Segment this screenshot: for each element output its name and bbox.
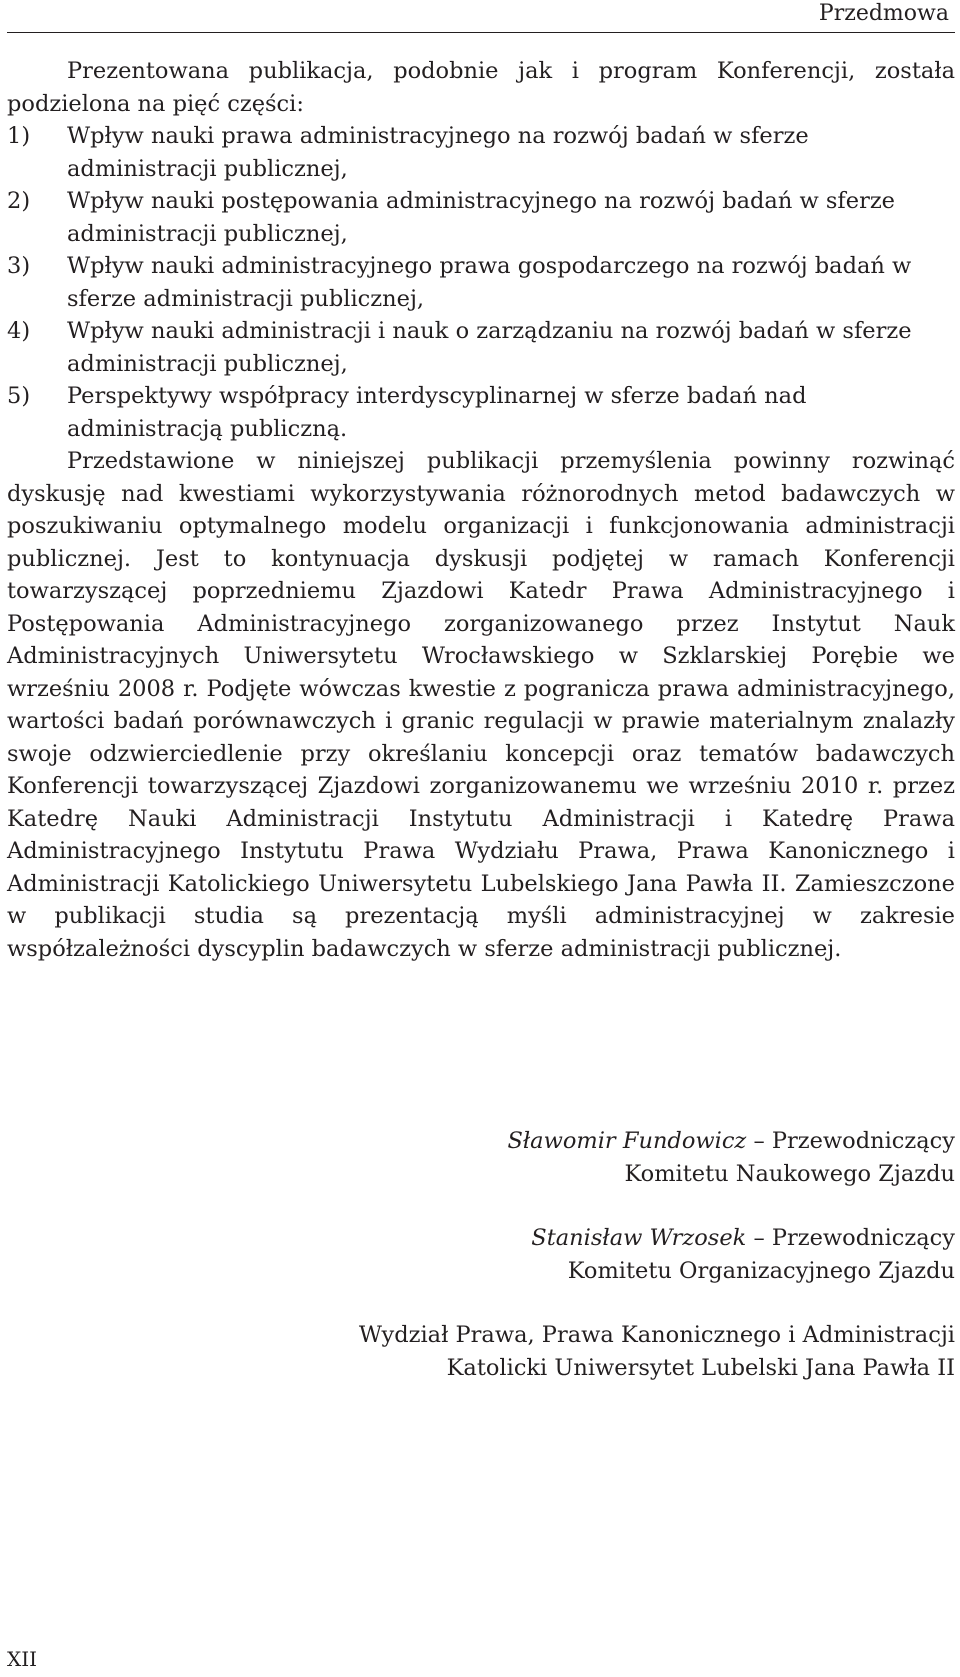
institution-block bbox=[7, 1319, 955, 1384]
page-number: XII bbox=[7, 1647, 38, 1671]
list-item-number: 4) bbox=[7, 318, 31, 344]
list-item-text: Wpływ nauki prawa administracyjnego na rozwój badań w sferze administracji publicznej, bbox=[67, 123, 809, 182]
list-item-text: Wpływ nauki administracyjnego prawa gospodarczego na rozwój badań w sferze administracji publicznej, bbox=[67, 253, 912, 312]
institution-line: Wydział Prawa, Prawa Kanonicznego i Administracji bbox=[358, 1322, 955, 1348]
list-item-number: 5) bbox=[7, 383, 31, 409]
running-header bbox=[7, 0, 955, 33]
list-item-number: 3) bbox=[7, 253, 31, 279]
document-page bbox=[7, 0, 955, 1677]
main-paragraph: Przedstawione w niniejszej publikacji przemyślenia powinny rozwinąć dyskusję nad kwestiami wykorzystywania różnorodnych metod badawczych w poszukiwaniu optymalnego modelu organizacji i funkcjonowania administracji publicznej. Jest to kontynuacja dyskusji podjętej w ramach Konferencji towarzyszącej poprzedniemu Zjazdowi Katedr Prawa Administracyjnego i Postępowania Administracyjnego zorganizowanego przez Instytut Nauk Administracyjnych Uniwersytetu Wrocławskiego w Szklarskiej Porębie we wrześniu 2008 r. Podjęte wówczas kwestie z pogranicza prawa administracyjnego, wartości badań porównawczych i granic regulacji w prawie materialnym znalazły swoje odzwierciedlenie przy określaniu koncepcji oraz tematów badawczych Konferencji towarzyszącej Zjazdowi zorganizowanemu we wrześniu 2010 r. przez Katedrę Nauki Administracji Instytutu Administracji i Katedrę Prawa Administracyjnego Instytutu Prawa Wydziału Prawa, Prawa Kanonicznego i Administracji Katolickiego Uniwersytetu Lubelskiego Jana Pawła II. Zamieszczone w publikacji studia są prezentacją myśli administracyjnej w zakresie współzależności dyscyplin badawczych w sferze administracji publicznej. bbox=[7, 448, 955, 962]
list-item-text: Wpływ nauki administracji i nauk o zarządzaniu na rozwój badań w sferze administracji publicznej, bbox=[67, 318, 912, 377]
list-item bbox=[7, 250, 955, 315]
signature-block bbox=[7, 1222, 955, 1287]
signatory-role: – Przewodniczący bbox=[746, 1225, 955, 1251]
list-item bbox=[7, 120, 955, 185]
signature-block bbox=[7, 1125, 955, 1190]
signatory-name: Stanisław Wrzosek bbox=[531, 1225, 747, 1251]
list-item-number: 1) bbox=[7, 123, 31, 149]
list-item bbox=[7, 315, 955, 380]
list-item-text: Perspektywy współpracy interdyscyplinarnej w sferze badań nad administracją publiczną. bbox=[67, 383, 807, 442]
list-item-number: 2) bbox=[7, 188, 31, 214]
signatures bbox=[7, 1125, 955, 1416]
institution-line: Katolicki Uniwersytet Lubelski Jana Pawła II bbox=[446, 1354, 955, 1381]
parts-list bbox=[7, 120, 955, 445]
list-item bbox=[7, 185, 955, 250]
intro-paragraph: Prezentowana publikacja, podobnie jak i program Konferencji, została podzielona na pięć części: bbox=[7, 58, 955, 117]
preface-body bbox=[7, 55, 955, 965]
list-item-text: Wpływ nauki postępowania administracyjnego na rozwój badań w sferze administracji publicznej, bbox=[67, 188, 895, 247]
signatory-committee: Komitetu Organizacyjnego Zjazdu bbox=[567, 1257, 955, 1284]
list-item bbox=[7, 380, 955, 445]
signatory-role: – Przewodniczący bbox=[746, 1128, 955, 1154]
signatory-name: Sławomir Fundowicz bbox=[507, 1128, 747, 1154]
running-title: Przedmowa bbox=[818, 1, 949, 26]
signatory-committee: Komitetu Naukowego Zjazdu bbox=[624, 1160, 955, 1187]
